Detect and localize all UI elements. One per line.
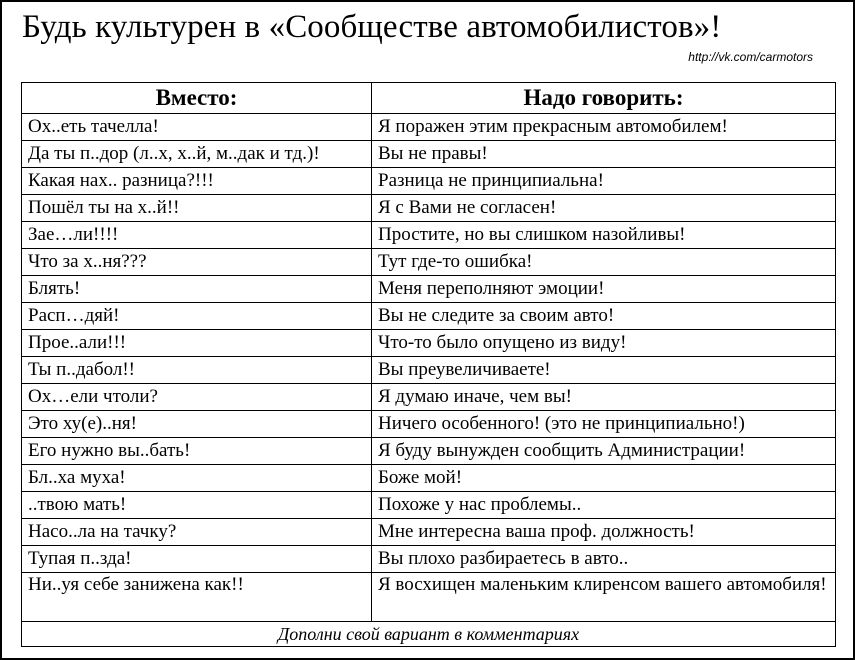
- cell-instead: Что за х..ня???: [22, 249, 372, 276]
- cell-say: Вы не следите за своим авто!: [372, 303, 836, 330]
- phrase-table: [21, 82, 836, 647]
- table-row: [22, 249, 836, 276]
- cell-say: Меня переполняют эмоции!: [372, 276, 836, 303]
- table-row: [22, 303, 836, 330]
- cell-say: Вы плохо разбираетесь в авто..: [372, 546, 836, 573]
- table-row: [22, 573, 836, 622]
- cell-say: Что-то было опущено из виду!: [372, 330, 836, 357]
- table-row: [22, 168, 836, 195]
- table-row: [22, 546, 836, 573]
- table-row: [22, 222, 836, 249]
- cell-instead: Его нужно вы..бать!: [22, 438, 372, 465]
- table-row: [22, 438, 836, 465]
- cell-instead: Какая нах.. разница?!!!: [22, 168, 372, 195]
- cell-instead: Расп…дяй!: [22, 303, 372, 330]
- table-row: [22, 357, 836, 384]
- cell-instead: Зае…ли!!!!: [22, 222, 372, 249]
- table-row: [22, 465, 836, 492]
- cell-instead: Ох..еть тачелла!: [22, 114, 372, 141]
- table-row: [22, 492, 836, 519]
- cell-say: Тут где-то ошибка!: [372, 249, 836, 276]
- cell-say: Разница не принципиальна!: [372, 168, 836, 195]
- cell-say: Я с Вами не согласен!: [372, 195, 836, 222]
- cell-say: Вы не правы!: [372, 141, 836, 168]
- cell-instead: Блять!: [22, 276, 372, 303]
- source-link[interactable]: http://vk.com/carmotors: [688, 50, 813, 64]
- table-row: [22, 384, 836, 411]
- cell-say: Ничего особенного! (это не принципиально!): [372, 411, 836, 438]
- table-row: [22, 276, 836, 303]
- cell-instead: Это ху(е)..ня!: [22, 411, 372, 438]
- cell-instead: Бл..ха муха!: [22, 465, 372, 492]
- cell-say: Простите, но вы слишком назойливы!: [372, 222, 836, 249]
- cell-say: Я поражен этим прекрасным автомобилем!: [372, 114, 836, 141]
- cell-instead: Ты п..дабол!!: [22, 357, 372, 384]
- cell-instead: Тупая п..зда!: [22, 546, 372, 573]
- table-row: [22, 141, 836, 168]
- cell-say: Боже мой!: [372, 465, 836, 492]
- cell-instead: Насо..ла на тачку?: [22, 519, 372, 546]
- cell-instead: Ох…ели чтоли?: [22, 384, 372, 411]
- table-row: [22, 330, 836, 357]
- cell-say: Я буду вынужден сообщить Администрации!: [372, 438, 836, 465]
- cell-say: Я восхищен маленьким клиренсом вашего автомобиля!: [372, 573, 836, 622]
- cell-say: Мне интересна ваша проф. должность!: [372, 519, 836, 546]
- cell-instead: Прое..али!!!: [22, 330, 372, 357]
- cell-instead: Пошёл ты на х..й!!: [22, 195, 372, 222]
- cell-say: Похоже у нас проблемы..: [372, 492, 836, 519]
- header-say: Надо говорить:: [372, 83, 836, 114]
- footer-row: [22, 622, 836, 647]
- cell-instead: ..твою мать!: [22, 492, 372, 519]
- cell-instead: Ни..уя себе занижена как!!: [22, 573, 372, 622]
- cell-instead: Да ты п..дор (л..х, х..й, м..дак и тд.)!: [22, 141, 372, 168]
- header-instead: Вместо:: [22, 83, 372, 114]
- table-header-row: [22, 83, 836, 114]
- cell-say: Я думаю иначе, чем вы!: [372, 384, 836, 411]
- table-row: [22, 519, 836, 546]
- table-row: [22, 114, 836, 141]
- table-row: [22, 195, 836, 222]
- table-row: [22, 411, 836, 438]
- cell-say: Вы преувеличиваете!: [372, 357, 836, 384]
- poster-title: Будь культурен в «Сообществе автомобилистов»!: [22, 9, 722, 45]
- footer-note: Дополни свой вариант в комментариях: [22, 622, 836, 647]
